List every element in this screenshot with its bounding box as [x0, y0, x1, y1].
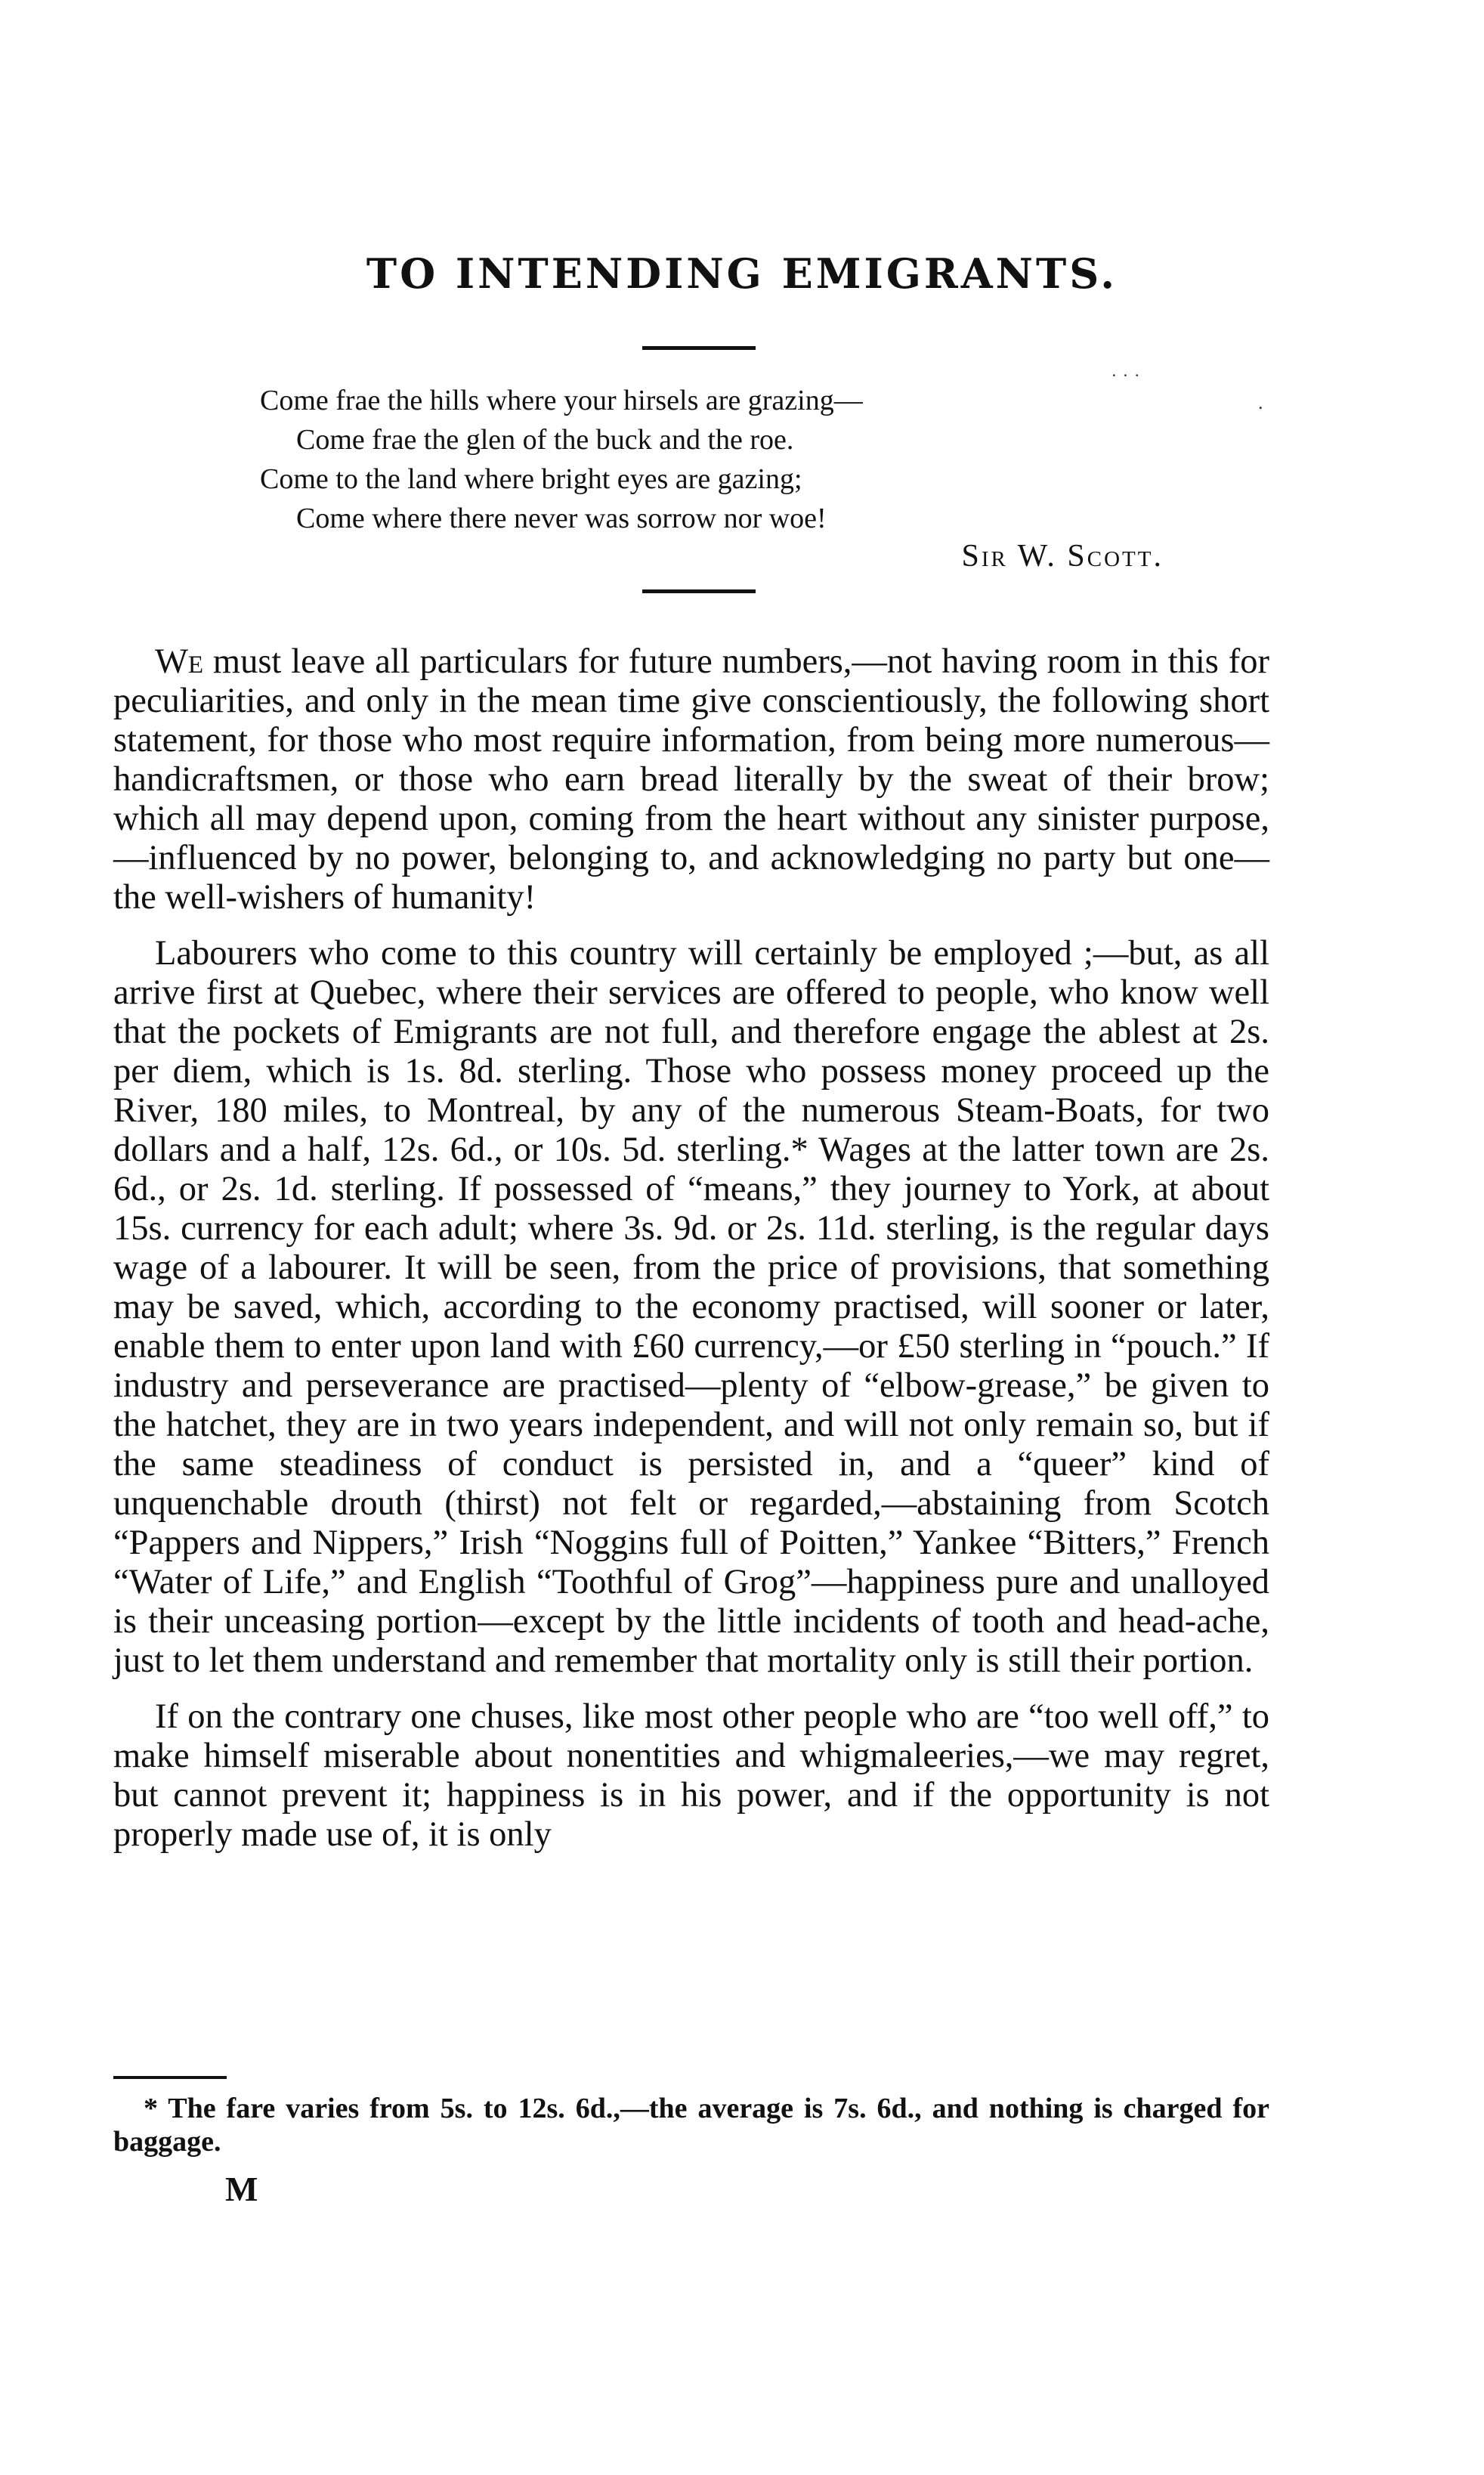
paragraph-2: Labourers who come to this country will certainly be employed ;—but, as all arrive first at Quebec, where their services are offered to people, who know well that the pockets of Emigrants are not full, and therefore engage the ablest at 2s. per diem, which is 1s. 8d. sterling. Those who possess money proceed up the River, 180 miles, to Montreal, by any of the numerous Steam-Boats, for two dollars and a half, 12s. 6d., or 10s. 5d. sterling.* Wages at the latter town are 2s. 6d., or 2s. 1d. sterling. If possessed of “means,” they journey to York, at about 15s. currency for each adult; where 3s. 9d. or 2s. 11d. sterling, is the regular days wage of a labourer. It will be seen, from the price of provisions, that something may be saved, which, according to the economy practised, will sooner or later, enable them to enter upon land with £60 currency,—or £50 sterling in “pouch.” If industry and perseverance are practised—plenty of “elbow-grease,” be given to the hatchet, they are in two years independent, and will not only remain so, but if the same steadiness of conduct is persisted in, and a “queer” kind of unquenchable drouth (thirst) not felt or regarded,—abstaining from Scotch “Pappers and Nippers,” Irish “Noggins full of Poitten,” Yankee “Bitters,” French “Water of Life,” and English “Toothful of Grog”—happiness pure and unalloyed is their unceasing portion—except by the little incidents of tooth and head-ache, just to let them understand and remember that mortality only is still their portion.	[113, 934, 1269, 1680]
paragraph-lead-word: We	[155, 642, 204, 681]
footnote: * The fare varies from 5s. to 12s. 6d.,—the average is 7s. 6d., and nothing is charged for baggage.	[113, 2093, 1269, 2158]
page-title: TO INTENDING EMIGRANTS.	[366, 249, 1118, 298]
paragraph-text: must leave all particulars for future numbers,—not having room in this for peculiarities, and only in the mean time give conscientiously, the following short statement, for those who most require information, from being more numerous—handicraftsmen, or those who earn bread literally by the sweat of their brow; which all may depend upon, coming from the heart without any sinister purpose,—influenced by no power, belonging to, and acknowledging no party but one—the well-wishers of humanity!	[113, 642, 1269, 917]
epigraph-line: Come where there never was sorrow nor woe!	[296, 503, 827, 534]
epigraph-line: Come to the land where bright eyes are gazing;	[260, 463, 802, 495]
title-divider	[642, 346, 756, 350]
signature-mark: M	[225, 2170, 258, 2208]
epigraph-divider	[642, 589, 756, 593]
paragraph-1	[113, 642, 1269, 917]
epigraph-line: Come frae the glen of the buck and the roe.	[296, 424, 794, 456]
body-text	[113, 642, 1269, 1855]
print-speck: ˙ ˙ ˙	[1111, 370, 1140, 392]
paragraph-3: If on the contrary one chuses, like most other people who are “too well off,” to make himself miserable about nonentities and whigmaleeries,—we may regret, but cannot prevent it; happiness is in his power, and if the opportunity is not properly made use of, it is only	[113, 1697, 1269, 1854]
epigraph-attribution: Sir W. Scott.	[961, 539, 1164, 574]
footnote-divider	[113, 2076, 227, 2079]
epigraph-line: Come frae the hills where your hirsels are grazing—	[260, 385, 863, 416]
print-speck: .	[1258, 391, 1263, 413]
